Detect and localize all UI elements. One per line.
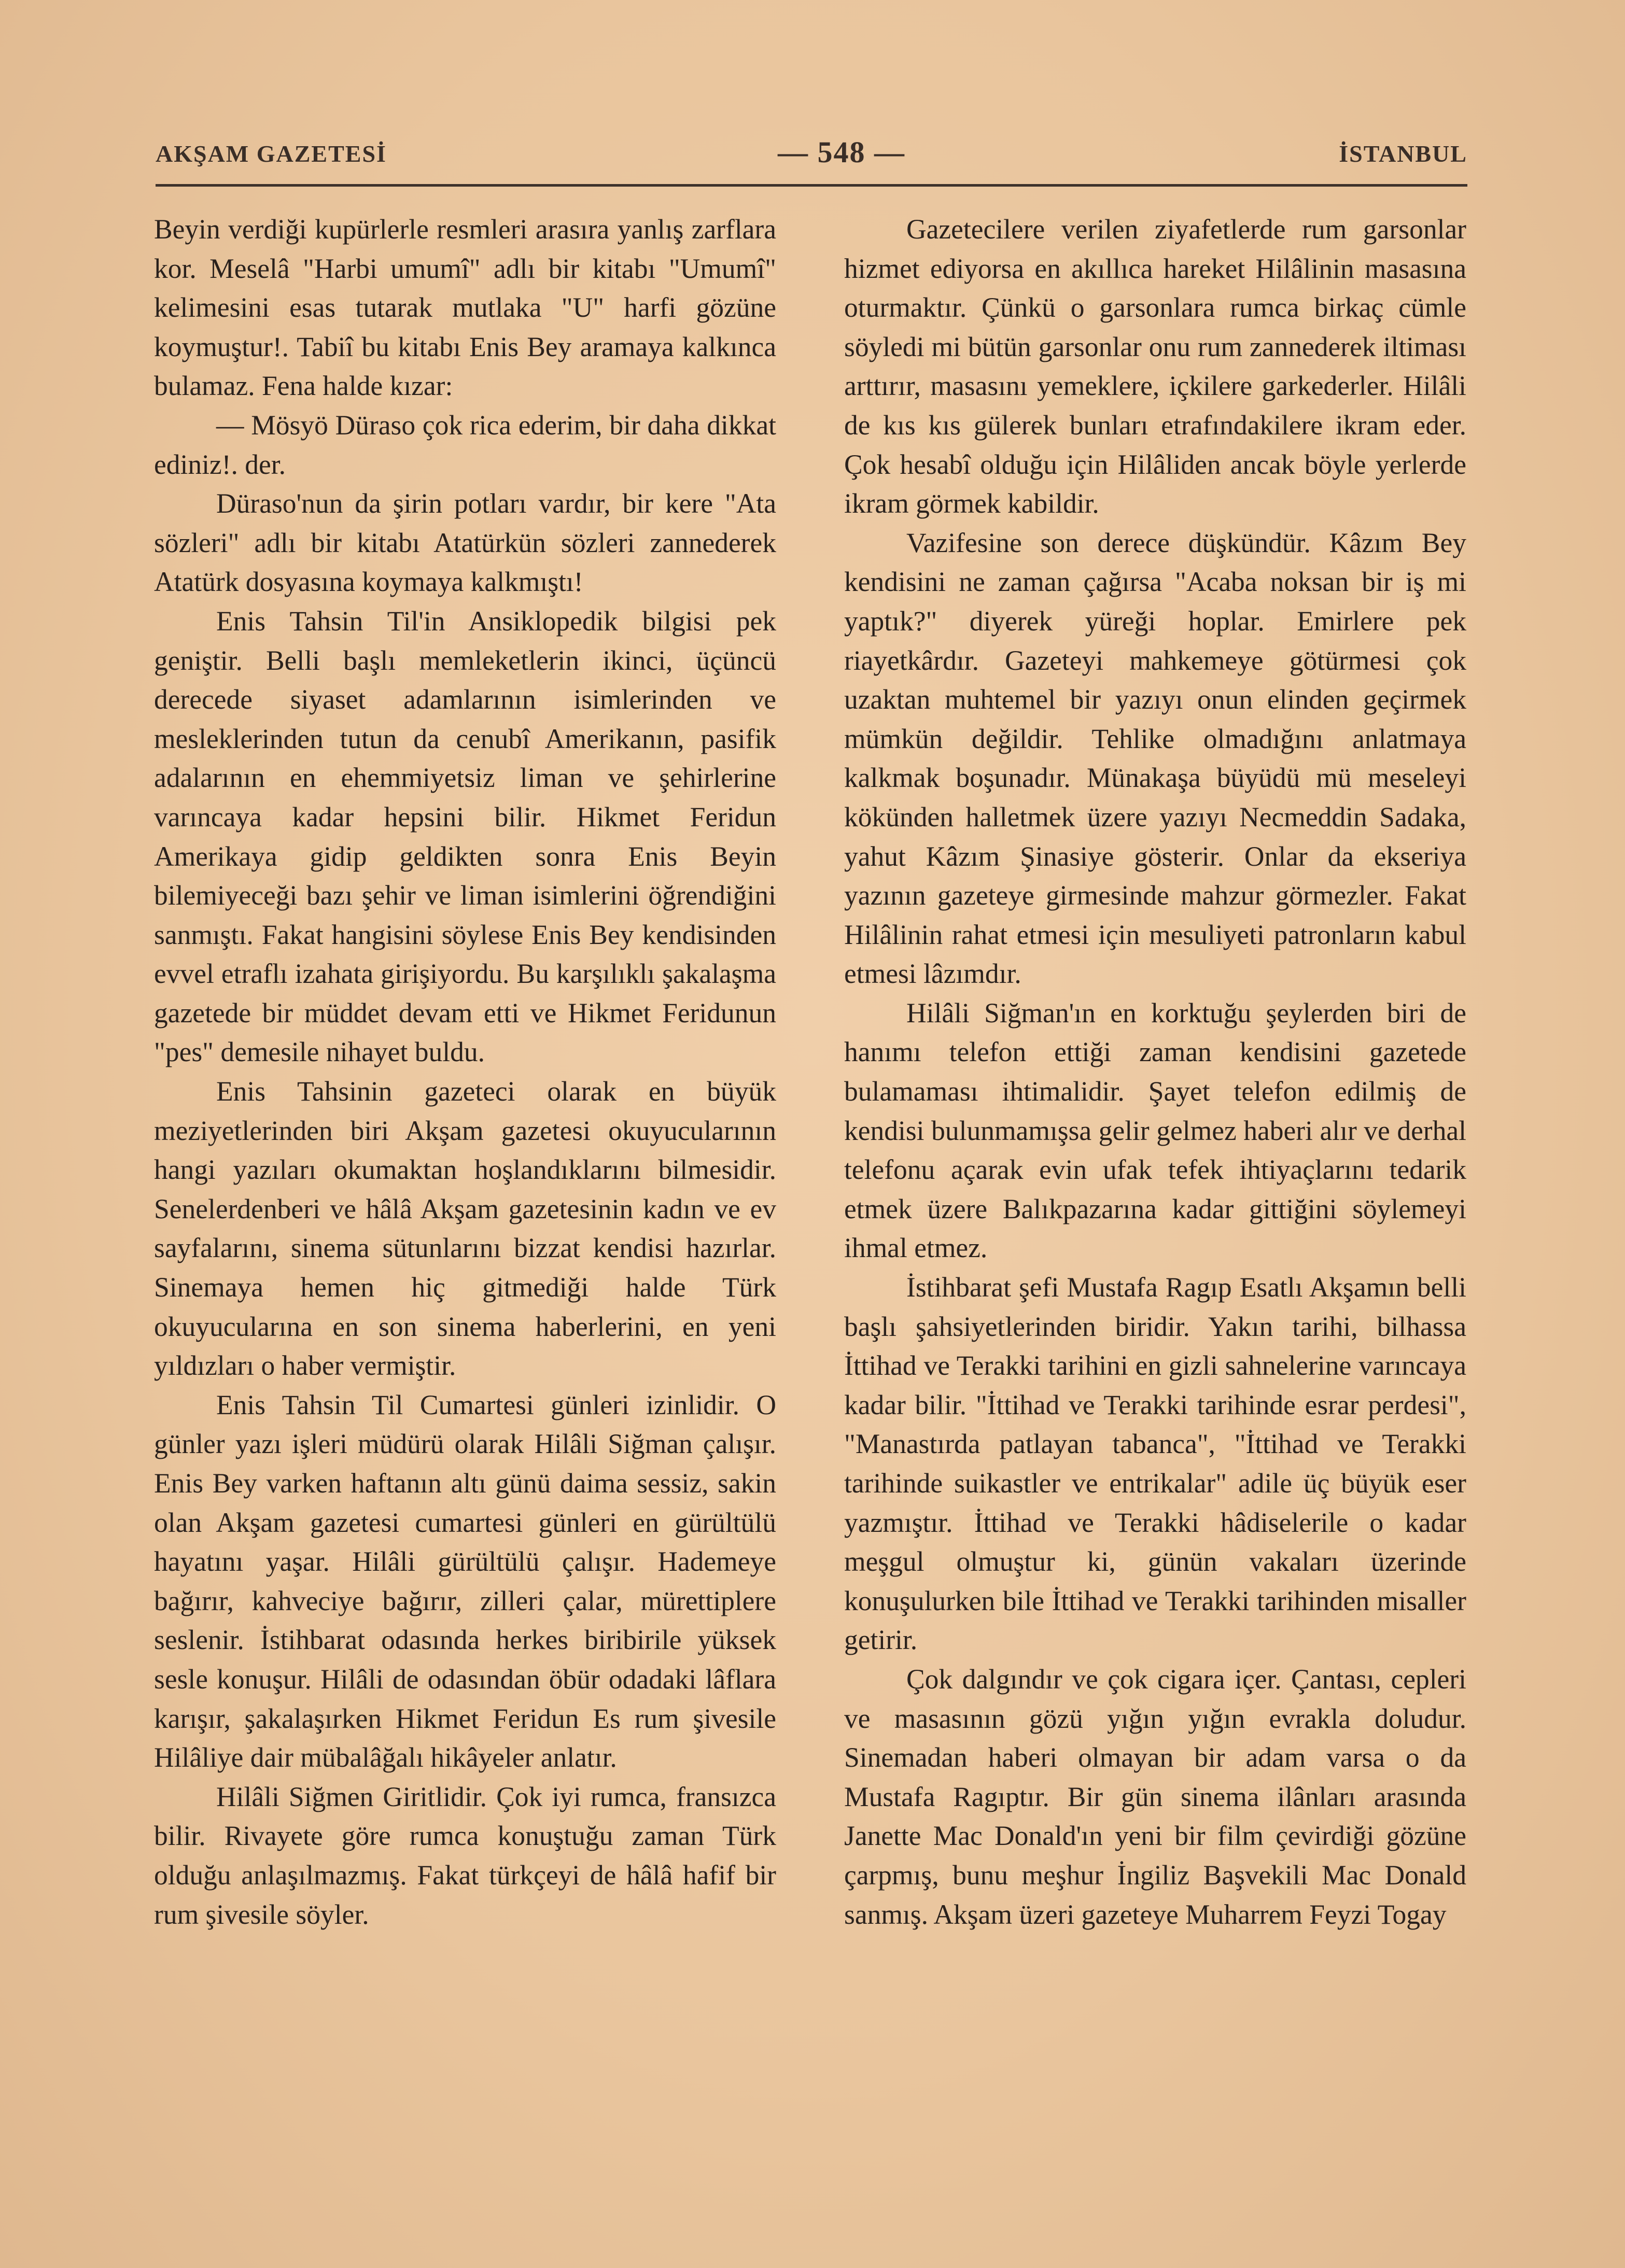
- newspaper-name: AKŞAM GAZETESİ: [156, 140, 387, 167]
- paragraph: Çok dalgındır ve çok cigara içer. Çantası, cepleri ve masasının gözü yığın yığın evrakla doludur. Sinemadan haberi olmayan bir adam varsa o da Mustafa Ragıptır. Bir gün sinema ilânları arasında Janette Mac Donald'ın yeni bir film çevirdiği gözüne çarpmış, bunu meşhur İngiliz Başvekili Mac Donald sanmış. Akşam üzeri gazeteye Muharrem Feyzi Togay: [844, 1663, 1466, 1930]
- paragraph: İstihbarat şefi Mustafa Ragıp Esatlı Akşamın belli başlı şahsiyetlerinden biridir. Yakın tarihi, bilhassa İttihad ve Terakki tarihini en gizli sahnelerine varıncaya kadar bilir. "İttihad ve Terakki tarihinde esrar perdesi", "Manastırda patlayan tabanca", "İttihad ve Terakki tarihinde suikastler ve entrikalar" adile üç büyük eser yazmıştır. İttihad ve Terakki hâdiselerile o kadar meşgul olmuştur ki, günün vakaları üzerinde konuşulurken bile İttihad ve Terakki tarihinden misaller getirir.: [844, 1272, 1466, 1656]
- paragraph: Hilâli Siğmen Giritlidir. Çok iyi rumca, fransızca bilir. Rivayete göre rumca konuştuğu zaman Türk olduğu anlaşılmazmış. Fakat türkçeyi de hâlâ hafif bir rum şivesile söyler.: [154, 1781, 776, 1930]
- paragraph: Vazifesine son derece düşkündür. Kâzım Bey kendisini ne zaman çağırsa "Acaba noksan bir iş mi yaptık?" diyerek yüreği hoplar. Emirlere pek riayetkârdır. Gazeteyi mahkemeye götürmesi çok uzaktan muhtemel bir yazıyı onun elinden geçirmek mümkün değildir. Tehlike olmadığını anlatmaya kalkmak boşunadır. Münakaşa büyüdü mü meseleyi kökünden halletmek üzere yazıyı Necmeddin Sadaka, yahut Kâzım Şinasiye gösterir. Onlar da ekseriya yazının gazeteye girmesinde mahzur görmezler. Fakat Hilâlinin rahat etmesi için mesuliyeti patronların kabul etmesi lâzımdır.: [844, 527, 1466, 990]
- paragraph: Düraso'nun da şirin potları vardır, bir kere "Ata sözleri" adlı bir kitabı Atatürkün sözleri zannederek Atatürk dosyasına koymaya kalkmıştı!: [154, 488, 776, 598]
- right-column: [844, 210, 1466, 1934]
- paragraph: Hilâli Siğman'ın en korktuğu şeylerden biri de hanımı telefon ettiği zaman kendisini gazetede bulamaması ihtimalidir. Şayet telefon edilmiş de kendisi bulunmamışsa gelir gelmez haberi alır ve derhal telefonu açarak evin ufak tefek ihtiyaçlarını tedarik etmek üzere Balıkpazarına kadar gittiğini söylemeyi ihmal etmez.: [844, 997, 1466, 1264]
- paragraph: Enis Tahsin Til'in Ansiklopedik bilgisi pek geniştir. Belli başlı memleketlerin ikinci, üçüncü derecede siyaset adamlarının isimlerinden ve mesleklerinden tutun da cenubî Amerikanın, pasifik adalarının en ehemmiyetsiz liman ve şehirlerine varıncaya kadar hepsini bilir. Hikmet Feridun Amerikaya gidip geldikten sonra Enis Beyin bilemiyeceği bazı şehir ve liman isimlerini öğrendiğini sanmıştı. Fakat hangisini söylese Enis Bey kendisinden evvel etraflı izahata girişiyordu. Bu karşılıklı şakalaşma gazetede bir müddet devam etti ve Hikmet Feridunun "pes" demesile nihayet buldu.: [154, 605, 776, 1068]
- page-header: [156, 135, 1467, 176]
- header-rule: [156, 184, 1467, 187]
- paragraph: Enis Tahsin Til Cumartesi günleri izinlidir. O günler yazı işleri müdürü olarak Hilâli Siğman çalışır. Enis Bey varken haftanın altı günü daima sessiz, sakin olan Akşam gazetesi cumartesi günleri en gürültülü hayatını yaşar. Hilâli gürültülü çalışır. Hademeye bağırır, kahveciye bağırır, zilleri çalar, mürettiplere seslenir. İstihbarat odasında herkes biribirile yüksek sesle konuşur. Hilâli de odasından öbür odadaki lâflara karışır, şakalaşırken Hikmet Feridun Es rum şivesile Hilâliye dair mübalâğalı hikâyeler anlatır.: [154, 1389, 776, 1773]
- city-name: İSTANBUL: [1339, 140, 1467, 167]
- paragraph: Gazetecilere verilen ziyafetlerde rum garsonlar hizmet ediyorsa en akıllıca hareket Hilâlinin masasına oturmaktır. Çünkü o garsonlara rumca birkaç cümle söyledi mi bütün garsonlar onu rum zannederek iltiması arttırır, masasını yemeklere, içkilere garkederler. Hilâli de kıs kıs gülerek bunları etrafındakilere ikram eder. Çok hesabî olduğu için Hilâliden ancak böyle yerlerde ikram görmek kabildir.: [844, 214, 1466, 519]
- paragraph: Beyin verdiği kupürlerle resmleri arasıra yanlış zarflara kor. Meselâ "Harbi umumî" adlı bir kitabı "Umumî" kelimesini esas tutarak mutlaka "U" harfi gözüne koymuştur!. Tabiî bu kitabı Enis Bey aramaya kalkınca bulamaz. Fena halde kızar:: [154, 214, 776, 402]
- page-number: — 548 —: [778, 135, 905, 169]
- paragraph: — Mösyö Düraso çok rica ederim, bir daha dikkat ediniz!. der.: [154, 409, 776, 480]
- left-column: [154, 210, 776, 1934]
- paragraph: Enis Tahsinin gazeteci olarak en büyük meziyetlerinden biri Akşam gazetesi okuyucularının hangi yazıları okumaktan hoşlandıklarını bilmesidir. Senelerdenberi ve hâlâ Akşam gazetesinin kadın ve ev sayfalarını, sinema sütunlarını bizzat kendisi hazırlar. Sinemaya hemen hiç gitmediği halde Türk okuyucularına en son sinema haberlerini, en yeni yıldızları o haber vermiştir.: [154, 1076, 776, 1382]
